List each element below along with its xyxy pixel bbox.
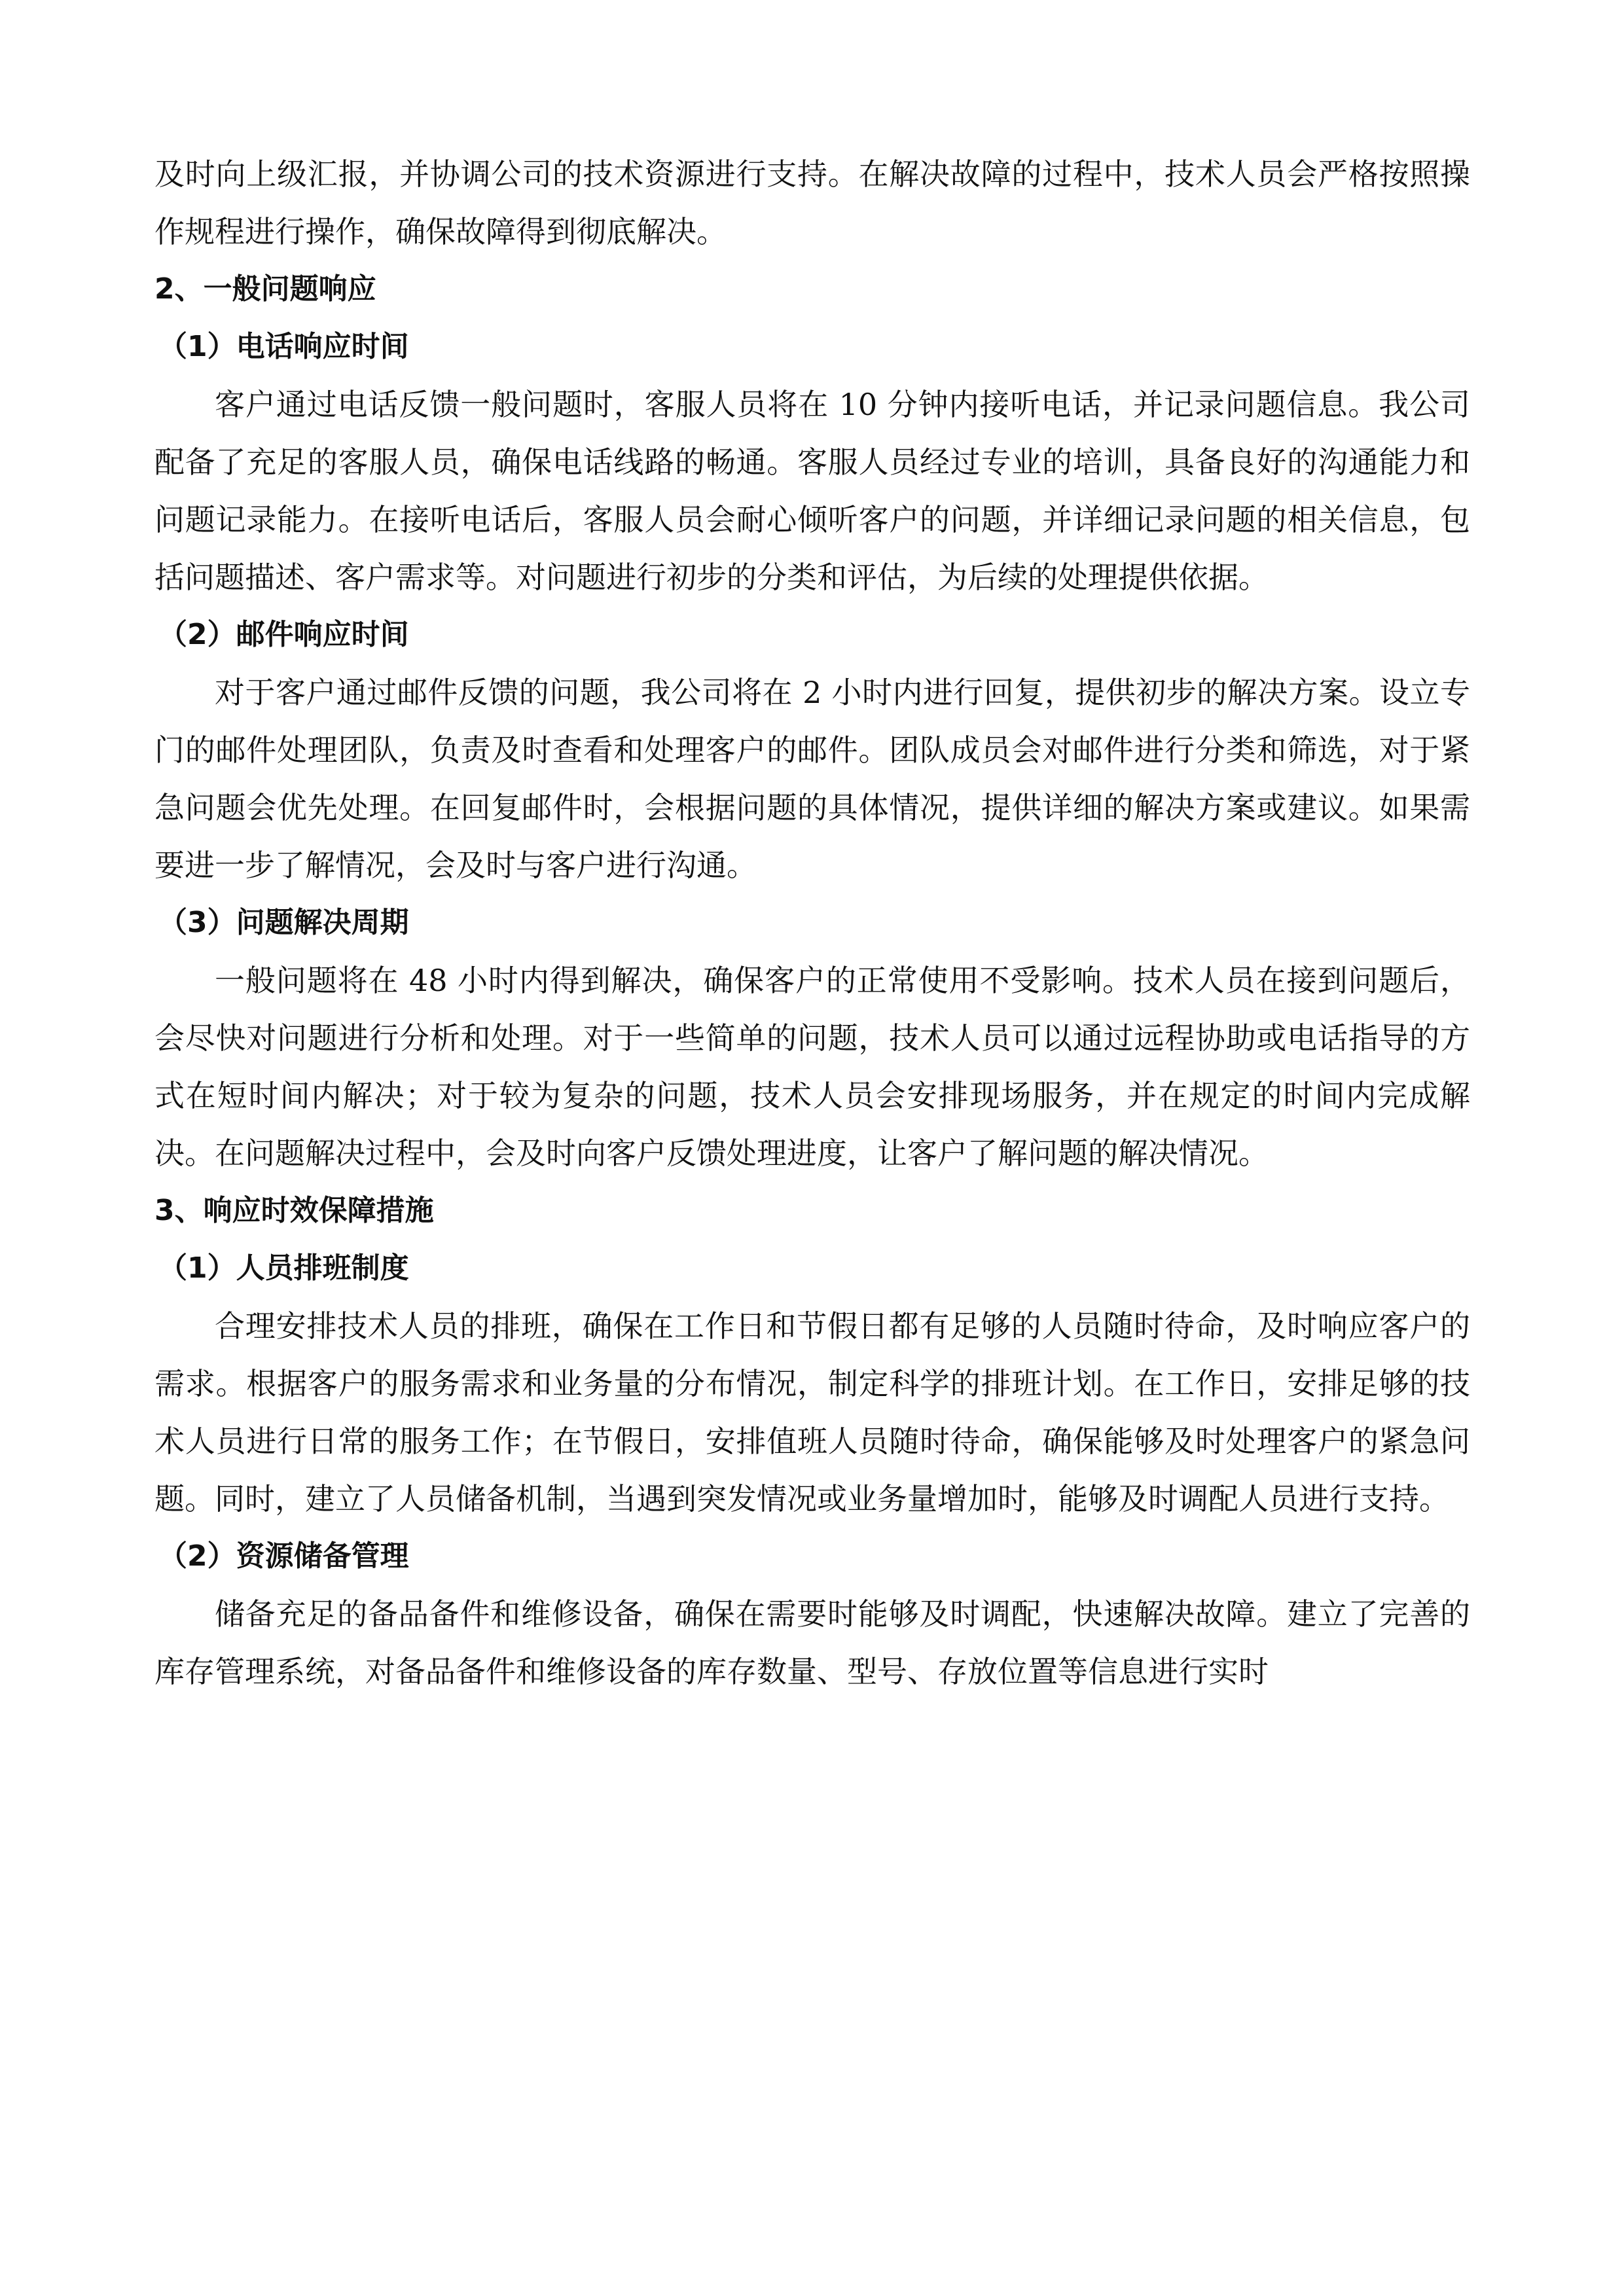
section-2-1-heading: （1）电话响应时间 bbox=[158, 330, 409, 363]
document-page bbox=[154, 145, 1470, 1700]
section-3-1-heading: （1）人员排班制度 bbox=[158, 1251, 409, 1285]
section-3-2-heading: （2）资源储备管理 bbox=[158, 1539, 409, 1573]
section-2-3-paragraph: 一般问题将在 48 小时内得到解决，确保客户的正常使用不受影响。技术人员在接到问题后，会尽快对问题进行分析和处理。对于一些简单的问题，技术人员可以通过远程协助或电话指导的方式在短时间内解决；对于较为复杂的问题，技术人员会安排现场服务，并在规定的时间内完成解决。在问题解决过程中，会及时向客户反馈处理进度，让客户了解问题的解决情况。 bbox=[154, 963, 1470, 1171]
section-3-2-paragraph: 储备充足的备品备件和维修设备，确保在需要时能够及时调配，快速解决故障。建立了完善的库存管理系统，对备品备件和维修设备的库存数量、型号、存放位置等信息进行实时 bbox=[154, 1596, 1470, 1689]
section-3-heading: 3、响应时效保障措施 bbox=[154, 1194, 434, 1227]
section-2-3-heading: （3）问题解决周期 bbox=[158, 906, 409, 939]
section-3-1-paragraph: 合理安排技术人员的排班，确保在工作日和节假日都有足够的人员随时待命，及时响应客户的需求。根据客户的服务需求和业务量的分布情况，制定科学的排班计划。在工作日，安排足够的技术人员进行日常的服务工作；在节假日，安排值班人员随时待命，确保能够及时处理客户的紧急问题。同时，建立了人员储备机制，当遇到突发情况或业务量增加时，能够及时调配人员进行支持。 bbox=[154, 1308, 1470, 1516]
intro-paragraph: 及时向上级汇报，并协调公司的技术资源进行支持。在解决故障的过程中，技术人员会严格按照操作规程进行操作，确保故障得到彻底解决。 bbox=[154, 156, 1470, 249]
section-2-2-heading: （2）邮件响应时间 bbox=[158, 618, 409, 651]
section-2-heading: 2、一般问题响应 bbox=[154, 272, 376, 306]
section-2-1-paragraph: 客户通过电话反馈一般问题时，客服人员将在 10 分钟内接听电话，并记录问题信息。我公司配备了充足的客服人员，确保电话线路的畅通。客服人员经过专业的培训，具备良好的沟通能力和问题记录能力。在接听电话后，客服人员会耐心倾听客户的问题，并详细记录问题的相关信息，包括问题描述、客户需求等。对问题进行初步的分类和评估，为后续的处理提供依据。 bbox=[154, 387, 1470, 595]
section-2-2-paragraph: 对于客户通过邮件反馈的问题，我公司将在 2 小时内进行回复，提供初步的解决方案。设立专门的邮件处理团队，负责及时查看和处理客户的邮件。团队成员会对邮件进行分类和筛选，对于紧急问题会优先处理。在回复邮件时，会根据问题的具体情况，提供详细的解决方案或建议。如果需要进一步了解情况，会及时与客户进行沟通。 bbox=[154, 675, 1470, 883]
